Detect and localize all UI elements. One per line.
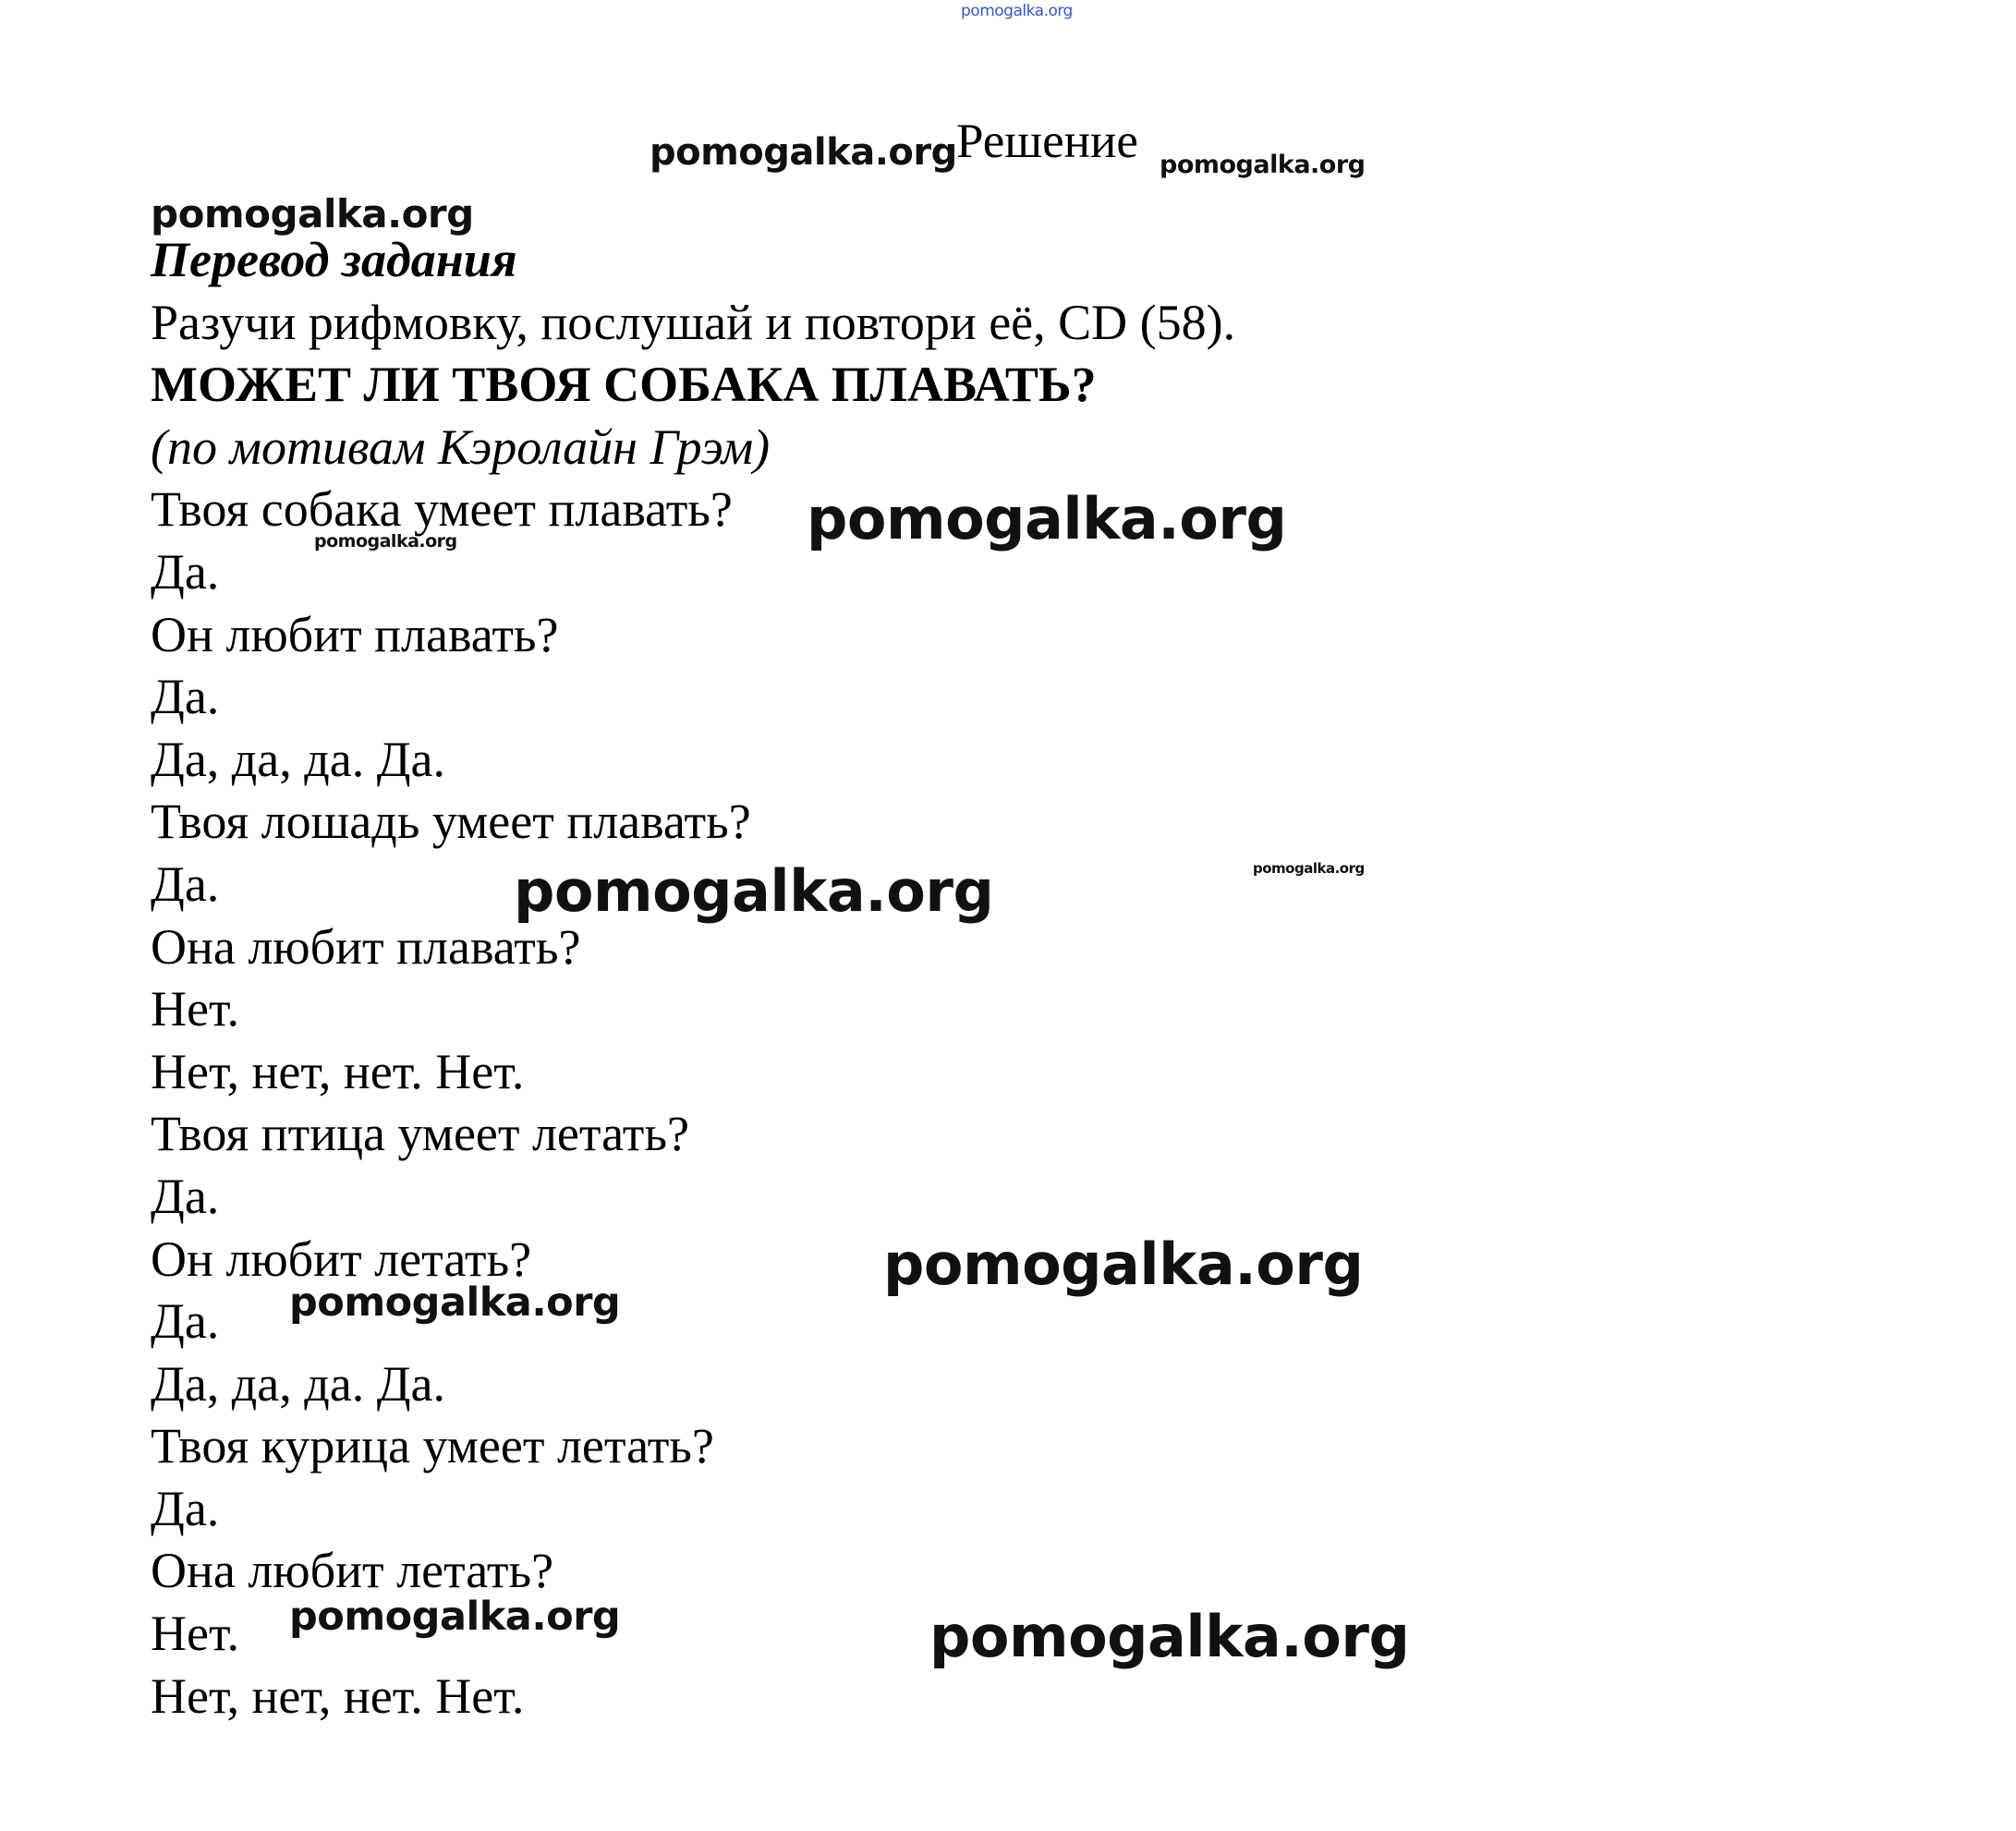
poem-line: Да, да, да. Да. xyxy=(151,1355,445,1412)
poem-line: Нет, нет, нет. Нет. xyxy=(151,1667,525,1724)
watermark: pomogalka.org xyxy=(1160,151,1366,179)
poem-line: Твоя курица умеет летать? xyxy=(151,1418,714,1474)
poem-line: Нет. xyxy=(151,1606,240,1662)
poem-line: Он любит плавать? xyxy=(151,606,559,662)
watermark: pomogalka.org xyxy=(514,857,994,925)
instruction-text: Разучи рифмовку, послушай и повтори её, CD (58). xyxy=(151,294,1236,350)
poem-line: Да. xyxy=(151,855,220,912)
watermark: pomogalka.org xyxy=(807,485,1287,552)
poem-line: Да. xyxy=(151,669,220,725)
poem-title: МОЖЕТ ЛИ ТВОЯ СОБАКА ПЛАВАТЬ? xyxy=(151,357,1097,413)
watermark: pomogalka.org xyxy=(1253,860,1365,877)
poem-line: Она любит летать? xyxy=(151,1543,554,1599)
poem-line: Да. xyxy=(151,1480,220,1536)
poem-line: Нет. xyxy=(151,981,240,1037)
poem-line: Да. xyxy=(151,543,220,600)
watermark: pomogalka.org xyxy=(961,2,1073,20)
page-title: Решение xyxy=(956,115,1138,168)
watermark: pomogalka.org xyxy=(151,191,474,236)
poem-line: Нет, нет, нет. Нет. xyxy=(151,1043,525,1099)
poem-line: Да. xyxy=(151,1168,220,1224)
poem-line: Он любит летать? xyxy=(151,1231,532,1287)
watermark: pomogalka.org xyxy=(929,1603,1410,1670)
watermark: pomogalka.org xyxy=(314,531,457,552)
watermark: pomogalka.org xyxy=(289,1279,621,1326)
poem-line: Твоя собака умеет плавать? xyxy=(151,481,733,538)
poem-line: Да, да, да. Да. xyxy=(151,731,445,787)
watermark: pomogalka.org xyxy=(289,1594,621,1640)
watermark: pomogalka.org xyxy=(883,1231,1364,1298)
watermark: pomogalka.org xyxy=(650,131,957,174)
poem-subtitle: (по мотивам Кэролайн Грэм) xyxy=(151,418,771,475)
poem-line: Да. xyxy=(151,1293,220,1350)
poem-line: Твоя лошадь умеет плавать? xyxy=(151,794,751,850)
document-body xyxy=(151,229,1444,1728)
task-heading: Перевод задания xyxy=(151,232,517,287)
poem-line: Она любит плавать? xyxy=(151,918,581,975)
poem-line: Твоя птица умеет летать? xyxy=(151,1106,689,1162)
